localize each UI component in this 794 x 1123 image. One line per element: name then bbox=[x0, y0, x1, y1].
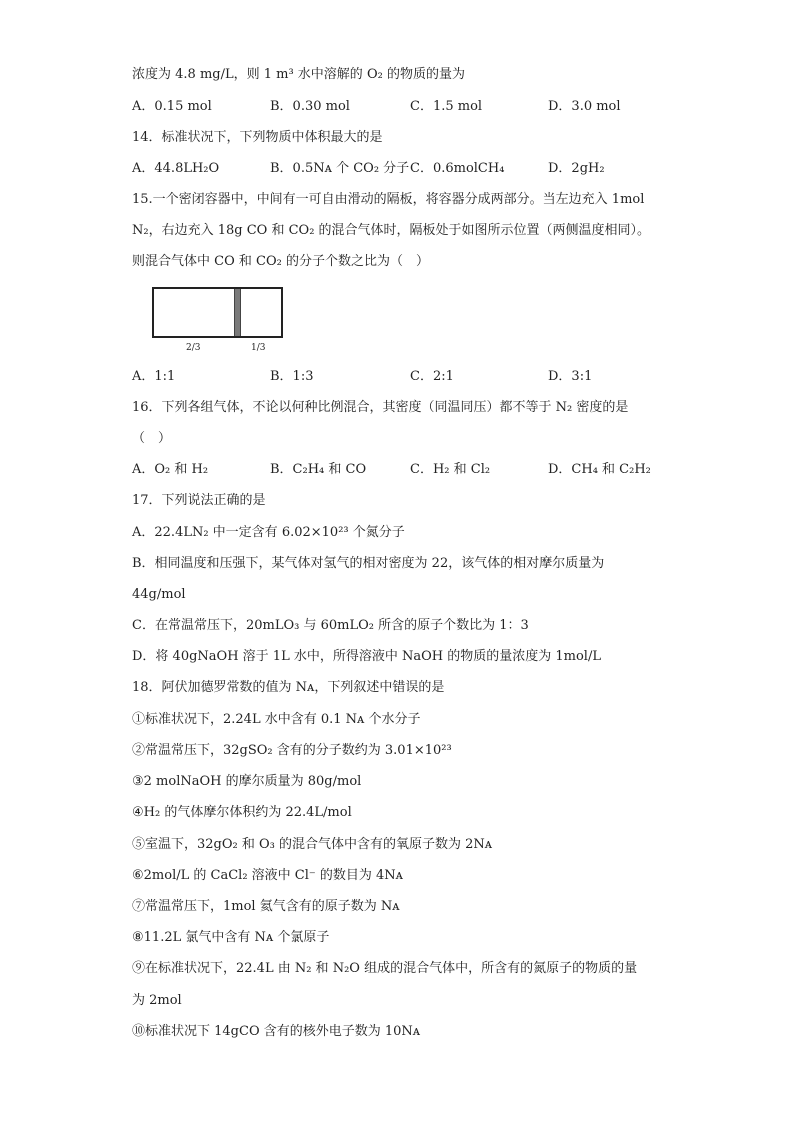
q18-item-7: ⑦常温常压下，1mol 氦气含有的原子数为 Nᴀ bbox=[132, 899, 400, 914]
q14-option-c[interactable]: C．0.6molCH₄ bbox=[410, 161, 505, 176]
q16-option-b[interactable]: B．C₂H₄ 和 CO bbox=[270, 462, 367, 477]
q15-options bbox=[132, 368, 752, 386]
q13-option-d[interactable]: D．3.0 mol bbox=[548, 99, 621, 114]
q15-stem-line-3: 则混合气体中 CO 和 CO₂ 的分子个数之比为（ ） bbox=[132, 254, 429, 269]
q13-option-a[interactable]: A．0.15 mol bbox=[132, 99, 212, 114]
q14-option-a[interactable]: A．44.8LH₂O bbox=[132, 161, 220, 176]
right-fraction-label: 1/3 bbox=[251, 343, 266, 353]
q13-stem-line: 浓度为 4.8 mg/L，则 1 m³ 水中溶解的 O₂ 的物质的量为 bbox=[132, 67, 465, 82]
q14-option-d[interactable]: D．2gH₂ bbox=[548, 161, 605, 176]
q13-options bbox=[132, 98, 752, 116]
q13-option-b[interactable]: B．0.30 mol bbox=[270, 99, 350, 114]
q18-item-1: ①标准状况下，2.24L 水中含有 0.1 Nᴀ 个水分子 bbox=[132, 712, 421, 727]
q16-option-a[interactable]: A．O₂ 和 H₂ bbox=[132, 462, 209, 477]
q17-option-a[interactable]: A．22.4LN₂ 中一定含有 6.02×10²³ 个氮分子 bbox=[132, 525, 405, 540]
q18-item-3: ③2 molNaOH 的摩尔质量为 80g/mol bbox=[132, 774, 362, 789]
q15-option-a[interactable]: A．1:1 bbox=[132, 369, 176, 384]
q18-item-10: ⑩标准状况下 14gCO 含有的核外电子数为 10Nᴀ bbox=[132, 1024, 421, 1039]
q16-option-c[interactable]: C．H₂ 和 Cl₂ bbox=[410, 462, 491, 477]
q17-option-c[interactable]: C．在常温常压下，20mLO₃ 与 60mLO₂ 所含的原子个数比为 1：3 bbox=[132, 618, 529, 633]
q15-option-c[interactable]: C．2:1 bbox=[410, 369, 454, 384]
q18-item-9: ⑨在标准状况下，22.4L 由 N₂ 和 N₂O 组成的混合气体中，所含有的氮原子的物质的量 bbox=[132, 961, 638, 976]
q15-option-d[interactable]: D．3:1 bbox=[548, 369, 593, 384]
q18-item-5: ⑤室温下，32gO₂ 和 O₃ 的混合气体中含有的氧原子数为 2Nᴀ bbox=[132, 837, 493, 852]
q18-item-6: ⑥2mol/L 的 CaCl₂ 溶液中 Cl⁻ 的数目为 4Nᴀ bbox=[132, 868, 404, 883]
sliding-partition bbox=[234, 289, 241, 336]
q14-stem: 14．标准状况下，下列物质中体积最大的是 bbox=[132, 130, 383, 145]
q17-option-d[interactable]: D．将 40gNaOH 溶于 1L 水中，所得溶液中 NaOH 的物质的量浓度为 1mol/L bbox=[132, 649, 601, 664]
q15-stem-line-2: N₂，右边充入 18g CO 和 CO₂ 的混合气体时，隔板处于如图所示位置（两侧温度相同）。 bbox=[132, 223, 651, 238]
q13-option-c[interactable]: C．1.5 mol bbox=[410, 99, 483, 114]
q18-stem: 18．阿伏加德罗常数的值为 Nᴀ，下列叙述中错误的是 bbox=[132, 680, 445, 695]
q16-stem-line-2: （ ） bbox=[132, 431, 172, 446]
q14-option-b[interactable]: B．0.5Nᴀ 个 CO₂ 分子 bbox=[270, 161, 410, 176]
q16-stem-line-1: 16．下列各组气体，不论以何种比例混合，其密度（同温同压）都不等于 N₂ 密度的是 bbox=[132, 400, 629, 415]
q18-item-2: ②常温常压下，32gSO₂ 含有的分子数约为 3.01×10²³ bbox=[132, 743, 452, 758]
left-fraction-label: 2/3 bbox=[186, 343, 201, 353]
q17-option-b-line-2[interactable]: 44g/mol bbox=[132, 587, 186, 602]
q17-stem: 17．下列说法正确的是 bbox=[132, 493, 266, 508]
q18-item-8: ⑧11.2L 氯气中含有 Nᴀ 个氯原子 bbox=[132, 930, 330, 945]
q16-options bbox=[132, 461, 752, 479]
q14-options bbox=[132, 160, 752, 178]
container-partition-figure bbox=[150, 287, 285, 359]
q18-item-9-continued: 为 2mol bbox=[132, 993, 182, 1008]
q17-option-b-line-1[interactable]: B．相同温度和压强下，某气体对氢气的相对密度为 22，该气体的相对摩尔质量为 bbox=[132, 556, 605, 571]
q15-option-b[interactable]: B．1:3 bbox=[270, 369, 314, 384]
q18-item-4: ④H₂ 的气体摩尔体积约为 22.4L/mol bbox=[132, 805, 352, 820]
q15-stem-line-1: 15.一个密闭容器中，中间有一可自由滑动的隔板，将容器分成两部分。当左边充入 1mol bbox=[132, 192, 645, 207]
q16-option-d[interactable]: D．CH₄ 和 C₂H₂ bbox=[548, 462, 651, 477]
container-outline bbox=[152, 287, 283, 338]
